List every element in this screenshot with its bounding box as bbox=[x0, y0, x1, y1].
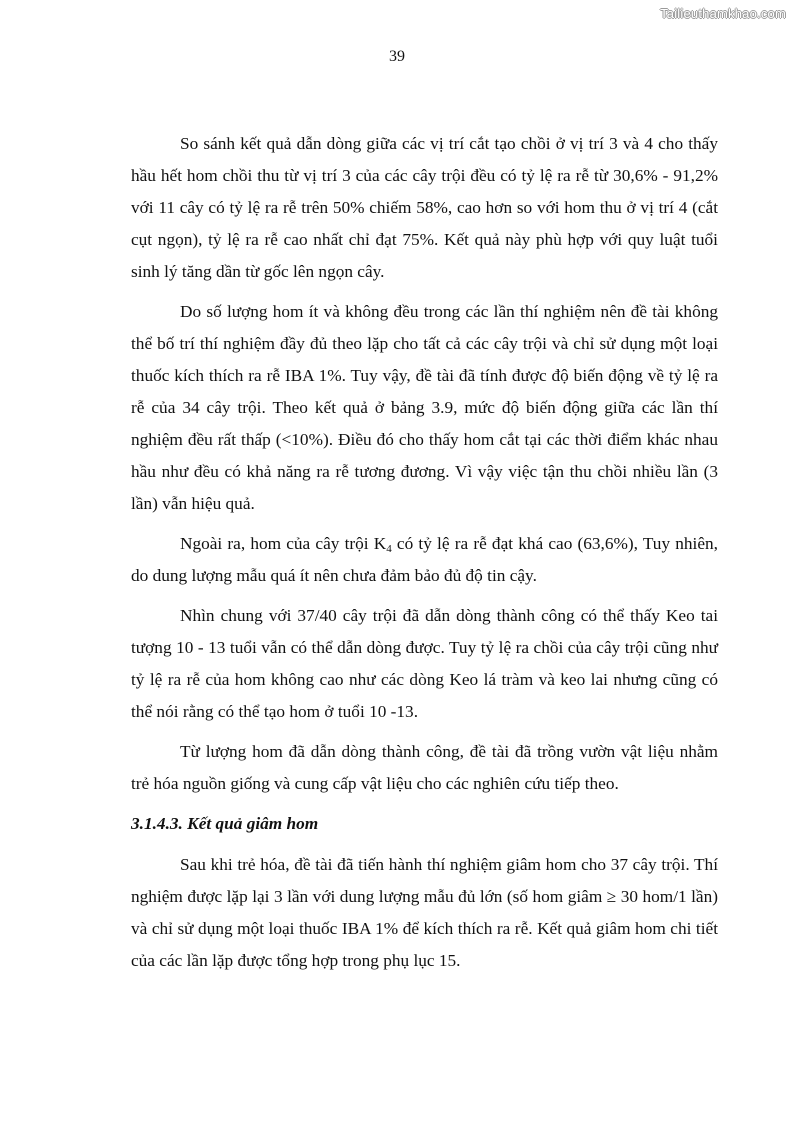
document-body bbox=[131, 128, 718, 985]
paragraph-cutting-position: So sánh kết quả dẫn dòng giữa các vị trí cắt tạo chồi ở vị trí 3 và 4 cho thấy hầu hết hom chồi thu từ vị trí 3 của các cây trội đều có tỷ lệ ra rễ từ 30,6% - 91,2% với 11 cây có tỷ lệ ra rễ trên 50% chiếm 58%, cao hơn so với hom thu ở vị trí 4 (cắt cụt ngọn), tỷ lệ ra rễ cao nhất chỉ đạt 75%. Kết quả này phù hợp với quy luật tuổi sinh lý tăng dần từ gốc lên ngọn cây. bbox=[131, 134, 718, 281]
watermark-text: Tailieuthamkhao.com bbox=[660, 6, 786, 21]
paragraph-cutting-experiment: Sau khi trẻ hóa, đề tài đã tiến hành thí nghiệm giâm hom cho 37 cây trội. Thí nghiệm được lặp lại 3 lần với dung lượng mẫu đủ lớn (số hom giâm ≥ 30 hom/1 lần) và chỉ sử dụng một loại thuốc IBA 1% để kích thích ra rễ. Kết quả giâm hom chi tiết của các lần lặp được tổng hợp trong phụ lục 15. bbox=[131, 855, 718, 970]
k4-subscript: 4 bbox=[386, 543, 392, 555]
section-heading: 3.1.4.3. Kết quả giâm hom bbox=[131, 814, 319, 833]
paragraph-material-garden: Từ lượng hom đã dẫn dòng thành công, đề tài đã trồng vườn vật liệu nhằm trẻ hóa nguồn giống và cung cấp vật liệu cho các nghiên cứu tiếp theo. bbox=[131, 742, 718, 793]
k4-text-before: Ngoài ra, hom của cây trội K bbox=[180, 534, 387, 553]
paragraph-k4-tree bbox=[131, 528, 718, 592]
k4-text-after: có tỷ lệ ra rễ đạt khá cao (63,6%), Tuy nhiên, do dung lượng mẫu quá ít nên chưa đảm bảo đủ độ tin cậy. bbox=[131, 534, 718, 585]
paragraph-overall-result: Nhìn chung với 37/40 cây trội đã dẫn dòng thành công có thể thấy Keo tai tượng 10 - 13 tuổi vẫn có thể dẫn dòng được. Tuy tỷ lệ ra chồi của cây trội cũng như tỷ lệ ra rễ của hom không cao như các dòng Keo lá tràm và keo lai nhưng cũng có thể nói rằng có thể tạo hom ở tuổi 10 -13. bbox=[131, 606, 718, 721]
page-number: 39 bbox=[389, 48, 405, 65]
paragraph-rooting-variation: Do số lượng hom ít và không đều trong các lần thí nghiệm nên đề tài không thể bố trí thí nghiệm đầy đủ theo lặp cho tất cả các cây trội và chỉ sử dụng một loại thuốc kích thích ra rễ IBA 1%. Tuy vậy, đề tài đã tính được độ biến động về tỷ lệ ra rễ của 34 cây trội. Theo kết quả ở bảng 3.9, mức độ biến động giữa các lần thí nghiệm đều rất thấp (<10%). Điều đó cho thấy hom cắt tại các thời điểm khác nhau hầu như đều có khả năng ra rễ tương đương. Vì vậy việc tận thu chồi nhiều lần (3 lần) vẫn hiệu quả. bbox=[131, 302, 718, 513]
